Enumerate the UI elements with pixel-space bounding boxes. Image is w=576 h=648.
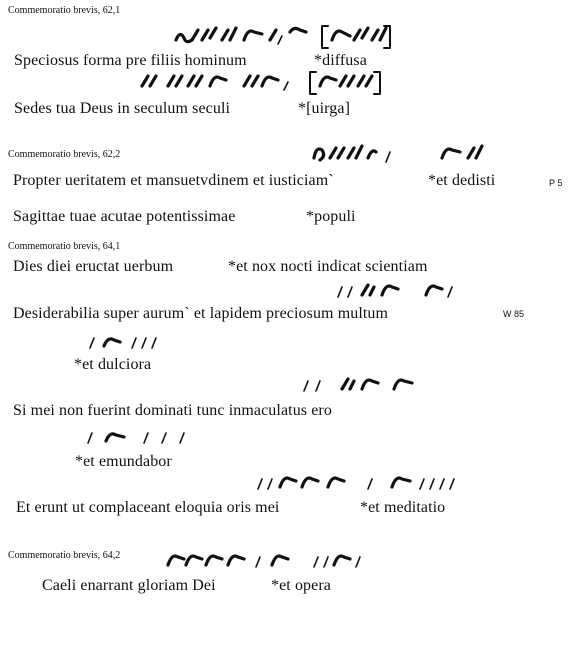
reference-heading-4: Commemoratio brevis, 64,2 bbox=[8, 550, 121, 561]
chant-cue-3: *et dedisti bbox=[428, 172, 496, 189]
margin-tag-p5: P 5 bbox=[549, 178, 563, 188]
chant-text-line-2: Sedes tua Deus in seculum seculi bbox=[14, 100, 231, 117]
neume-group-icon bbox=[254, 471, 470, 493]
neume-group-icon bbox=[86, 332, 166, 352]
neume-group-icon bbox=[310, 140, 496, 168]
neume-group-icon bbox=[334, 279, 464, 301]
chant-cue-2: *[uirga] bbox=[298, 100, 351, 117]
chant-text-line-7: Si mei non fuerint dominati tunc inmaculatus ero bbox=[13, 402, 332, 419]
chant-cue-6: *et dulciora bbox=[74, 356, 152, 373]
chant-cue-9: *et opera bbox=[271, 577, 331, 594]
chant-text-line-4: Sagittae tuae acutae potentissimae bbox=[13, 208, 236, 225]
chant-text-line-5: Dies diei eructat uerbum bbox=[13, 258, 174, 275]
margin-tag-w85: W 85 bbox=[503, 309, 525, 319]
neume-group-icon bbox=[164, 547, 364, 571]
chant-cue-4: *populi bbox=[306, 208, 356, 225]
reference-heading-2: Commemoratio brevis, 62,2 bbox=[8, 149, 121, 160]
chant-cue-7: *et emundabor bbox=[75, 453, 172, 470]
reference-heading-3: Commemoratio brevis, 64,1 bbox=[8, 241, 121, 252]
neume-group-icon bbox=[172, 22, 402, 50]
neume-group-icon bbox=[298, 373, 428, 395]
chant-text-line-6: Desiderabilia super aurum` et lapidem preciosum multum bbox=[13, 305, 389, 322]
chant-text-line-1: Speciosus forma pre filiis hominum bbox=[14, 52, 247, 69]
chant-cue-5: *et nox nocti indicat scientiam bbox=[228, 258, 428, 275]
neume-group-icon bbox=[138, 70, 388, 96]
chant-text-line-8: Et erunt ut complaceant eloquia oris mei bbox=[16, 499, 280, 516]
chant-text-line-9: Caeli enarrant gloriam Dei bbox=[42, 577, 216, 594]
chant-cue-8: *et meditatio bbox=[360, 499, 446, 516]
chant-cue-1: *diffusa bbox=[314, 52, 367, 69]
neume-group-icon bbox=[84, 427, 194, 447]
reference-heading-1: Commemoratio brevis, 62,1 bbox=[8, 5, 121, 16]
chant-text-line-3: Propter ueritatem et mansuetvdinem et iusticiam` bbox=[13, 172, 334, 189]
